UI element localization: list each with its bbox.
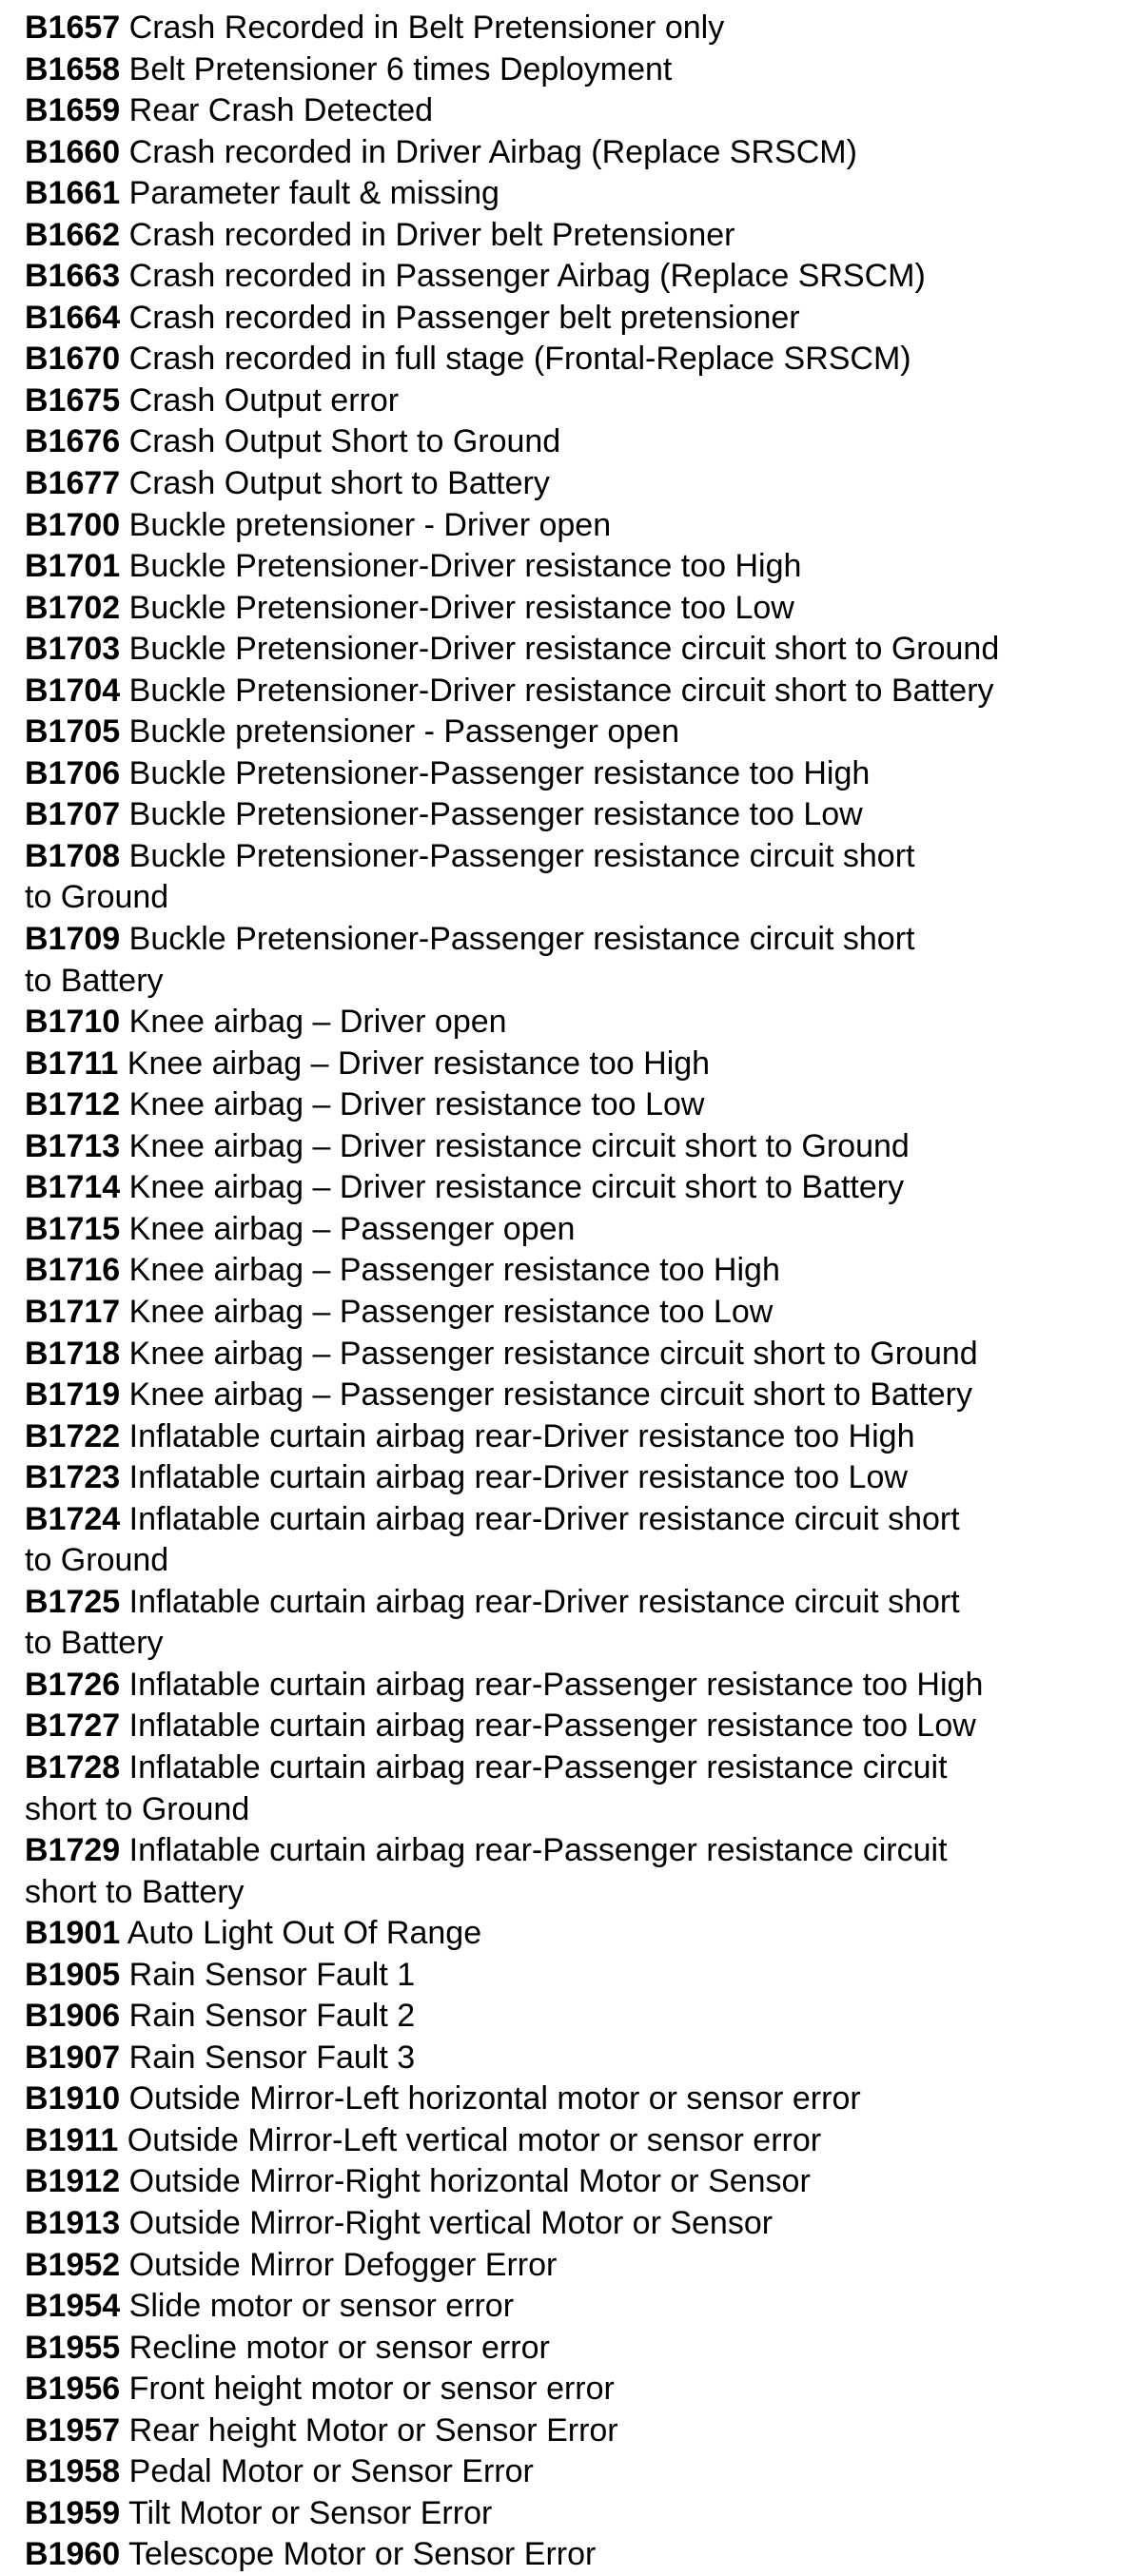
dtc-entry <box>25 546 1128 588</box>
dtc-description: Rear height Motor or Sensor Error <box>120 2411 618 2449</box>
dtc-description: Buckle Pretensioner-Passenger resistance circuit short <box>120 921 915 958</box>
dtc-code: B1657 <box>25 10 121 46</box>
dtc-entry <box>25 794 1128 836</box>
dtc-code: B1729 <box>25 1832 121 1869</box>
dtc-entry <box>25 298 1128 340</box>
dtc-code: B1954 <box>25 2288 121 2325</box>
dtc-code: B1663 <box>25 258 121 295</box>
dtc-entry <box>25 2451 1128 2493</box>
dtc-description: Inflatable curtain airbag rear-Driver resistance too Low <box>120 1459 908 1496</box>
dtc-description: Knee airbag – Driver resistance circuit short to Ground <box>120 1127 910 1164</box>
dtc-code: B1670 <box>25 341 121 378</box>
dtc-code: B1709 <box>25 921 121 958</box>
dtc-description: Parameter fault & missing <box>120 175 499 212</box>
dtc-code: B1704 <box>25 672 121 709</box>
dtc-description: Crash Output Short to Ground <box>120 423 561 460</box>
dtc-entry <box>25 1126 1128 1168</box>
dtc-description: to Battery <box>25 962 164 999</box>
dtc-entry <box>25 1706 1128 1747</box>
dtc-code: B1727 <box>25 1708 121 1745</box>
dtc-entry <box>25 505 1128 547</box>
dtc-entry <box>25 2534 1128 2576</box>
dtc-code: B1708 <box>25 837 121 874</box>
dtc-entry <box>25 2078 1128 2120</box>
dtc-code: B1703 <box>25 631 121 668</box>
dtc-entry <box>25 381 1128 422</box>
dtc-entry-continuation <box>25 877 1128 919</box>
dtc-entry <box>25 1996 1128 2038</box>
dtc-description: Knee airbag – Passenger resistance circuit short to Battery <box>120 1376 972 1414</box>
dtc-description: Belt Pretensioner 6 times Deployment <box>120 50 673 88</box>
dtc-description: Outside Mirror-Right horizontal Motor or Sensor <box>120 2163 811 2200</box>
dtc-description: to Battery <box>25 1625 164 1662</box>
dtc-code: B1707 <box>25 796 121 833</box>
dtc-description: Knee airbag – Passenger resistance too High <box>120 1252 780 1289</box>
dtc-code: B1700 <box>25 506 121 543</box>
dtc-entry <box>25 1334 1128 1376</box>
dtc-code: B1714 <box>25 1169 121 1206</box>
dtc-description: to Ground <box>25 1542 169 1579</box>
dtc-description: Inflatable curtain airbag rear-Driver resistance circuit short <box>120 1583 960 1620</box>
dtc-code: B1912 <box>25 2163 121 2200</box>
dtc-code: B1658 <box>25 50 121 88</box>
dtc-entry <box>25 256 1128 298</box>
dtc-code: B1719 <box>25 1376 121 1414</box>
dtc-entry <box>25 1292 1128 1334</box>
dtc-description: Inflatable curtain airbag rear-Driver resistance too High <box>120 1417 915 1454</box>
dtc-code: B1660 <box>25 133 121 170</box>
dtc-entry <box>25 1044 1128 1085</box>
dtc-entry <box>25 588 1128 630</box>
dtc-description: Buckle Pretensioner-Driver resistance too Low <box>120 589 794 626</box>
dtc-description: short to Battery <box>25 1873 245 1910</box>
dtc-code: B1722 <box>25 1417 121 1454</box>
dtc-code: B1701 <box>25 548 121 585</box>
dtc-description: Front height motor or sensor error <box>120 2371 615 2408</box>
dtc-code: B1702 <box>25 589 121 626</box>
dtc-code: B1959 <box>25 2494 121 2531</box>
dtc-entry <box>25 339 1128 381</box>
dtc-code: B1725 <box>25 1583 121 1620</box>
dtc-description: Outside Mirror-Left vertical motor or sensor error <box>118 2121 822 2158</box>
dtc-code: B1712 <box>25 1086 121 1123</box>
dtc-description: Rain Sensor Fault 1 <box>120 1956 416 1993</box>
dtc-entry <box>25 2245 1128 2287</box>
dtc-code: B1717 <box>25 1293 121 1330</box>
dtc-entry <box>25 919 1128 961</box>
dtc-description: Knee airbag – Passenger resistance too Low <box>120 1293 774 1330</box>
dtc-code: B1911 <box>25 2121 119 2158</box>
dtc-code: B1716 <box>25 1252 121 1289</box>
dtc-code: B1711 <box>25 1044 119 1082</box>
dtc-entry <box>25 1747 1128 1789</box>
dtc-entry-continuation <box>25 1789 1128 1831</box>
dtc-description: Outside Mirror-Left horizontal motor or sensor error <box>120 2080 861 2117</box>
dtc-code: B1664 <box>25 299 121 336</box>
dtc-code: B1723 <box>25 1459 121 1496</box>
dtc-entry <box>25 421 1128 463</box>
dtc-code: B1906 <box>25 1998 121 2035</box>
dtc-description: Buckle pretensioner - Passenger open <box>120 713 679 751</box>
dtc-entry <box>25 90 1128 132</box>
dtc-code: B1724 <box>25 1500 121 1537</box>
dtc-entry <box>25 1167 1128 1209</box>
dtc-code: B1958 <box>25 2453 121 2490</box>
dtc-description: Crash recorded in Driver Airbag (Replace SRSCM) <box>120 133 857 170</box>
dtc-entry <box>25 2410 1128 2452</box>
dtc-code: B1662 <box>25 216 121 253</box>
dtc-entry-continuation <box>25 961 1128 1003</box>
dtc-entry <box>25 1457 1128 1499</box>
dtc-code: B1659 <box>25 92 121 129</box>
dtc-description: Crash recorded in Driver belt Pretensioner <box>120 216 735 253</box>
dtc-description: Buckle pretensioner - Driver open <box>120 506 612 543</box>
dtc-code: B1907 <box>25 2039 121 2076</box>
dtc-description: Crash Output short to Battery <box>120 465 550 502</box>
dtc-code: B1955 <box>25 2329 121 2366</box>
dtc-description: Rear Crash Detected <box>120 92 434 129</box>
dtc-description: Buckle Pretensioner-Passenger resistance too High <box>120 754 871 791</box>
dtc-description: Telescope Motor or Sensor Error <box>120 2536 597 2573</box>
dtc-description: Crash recorded in Passenger Airbag (Replace SRSCM) <box>120 258 926 295</box>
dtc-code: B1713 <box>25 1127 121 1164</box>
dtc-entry <box>25 1499 1128 1541</box>
dtc-code: B1710 <box>25 1004 121 1041</box>
dtc-description: Auto Light Out Of Range <box>120 1915 482 1952</box>
dtc-entry <box>25 2038 1128 2079</box>
dtc-entry <box>25 2120 1128 2162</box>
dtc-description: Tilt Motor or Sensor Error <box>120 2494 493 2531</box>
dtc-description: Knee airbag – Driver resistance circuit short to Battery <box>120 1169 905 1206</box>
dtc-description: Inflatable curtain airbag rear-Passenger resistance circuit <box>120 1748 948 1786</box>
dtc-description: Crash recorded in full stage (Frontal-Replace SRSCM) <box>120 341 911 378</box>
dtc-entry <box>25 1913 1128 1955</box>
dtc-description: Pedal Motor or Sensor Error <box>120 2453 534 2490</box>
dtc-entry <box>25 1375 1128 1416</box>
dtc-code: B1956 <box>25 2371 121 2408</box>
dtc-description: Inflatable curtain airbag rear-Driver resistance circuit short <box>120 1500 960 1537</box>
dtc-code: B1728 <box>25 1748 121 1786</box>
dtc-entry <box>25 1002 1128 1044</box>
dtc-description: Inflatable curtain airbag rear-Passenger resistance circuit <box>120 1832 948 1869</box>
dtc-description: Slide motor or sensor error <box>120 2288 515 2325</box>
dtc-code: B1957 <box>25 2411 121 2449</box>
dtc-description: Rain Sensor Fault 3 <box>120 2039 416 2076</box>
dtc-entry <box>25 712 1128 753</box>
dtc-description: Knee airbag – Driver open <box>120 1004 507 1041</box>
dtc-code: B1718 <box>25 1335 121 1372</box>
dtc-code-list <box>25 8 1128 2576</box>
dtc-code: B1726 <box>25 1666 121 1703</box>
dtc-entry <box>25 1416 1128 1458</box>
dtc-code: B1910 <box>25 2080 121 2117</box>
dtc-entry <box>25 836 1128 878</box>
dtc-description: short to Ground <box>25 1790 250 1827</box>
dtc-code: B1676 <box>25 423 121 460</box>
dtc-entry <box>25 1830 1128 1872</box>
dtc-description: Buckle Pretensioner-Driver resistance too High <box>120 548 802 585</box>
dtc-entry <box>25 8 1128 49</box>
dtc-entry <box>25 2286 1128 2328</box>
dtc-description: Knee airbag – Passenger resistance circuit short to Ground <box>120 1335 978 1372</box>
dtc-code: B1960 <box>25 2536 121 2573</box>
dtc-entry <box>25 2328 1128 2370</box>
dtc-entry <box>25 463 1128 505</box>
dtc-code: B1675 <box>25 381 121 419</box>
dtc-description: Outside Mirror-Right vertical Motor or Sensor <box>120 2204 774 2241</box>
dtc-entry <box>25 1955 1128 1997</box>
dtc-entry <box>25 49 1128 91</box>
dtc-description: Crash Output error <box>120 381 400 419</box>
dtc-entry <box>25 1665 1128 1707</box>
dtc-entry-continuation <box>25 1872 1128 1914</box>
dtc-description: Knee airbag – Passenger open <box>120 1210 576 1247</box>
dtc-entry <box>25 132 1128 174</box>
dtc-entry <box>25 2369 1128 2410</box>
dtc-entry <box>25 215 1128 257</box>
dtc-description: Outside Mirror Defogger Error <box>120 2246 558 2283</box>
dtc-entry <box>25 1582 1128 1624</box>
dtc-entry <box>25 1084 1128 1126</box>
dtc-entry <box>25 2203 1128 2245</box>
dtc-description: Crash recorded in Passenger belt pretensioner <box>120 299 800 336</box>
dtc-entry-continuation <box>25 1540 1128 1582</box>
dtc-code: B1952 <box>25 2246 121 2283</box>
dtc-code: B1677 <box>25 465 121 502</box>
dtc-description: Rain Sensor Fault 2 <box>120 1998 416 2035</box>
dtc-entry <box>25 671 1128 712</box>
dtc-code: B1706 <box>25 754 121 791</box>
dtc-code: B1705 <box>25 713 121 751</box>
dtc-entry <box>25 1250 1128 1292</box>
dtc-description: to Ground <box>25 879 169 916</box>
dtc-entry <box>25 753 1128 795</box>
dtc-entry <box>25 2493 1128 2535</box>
dtc-description: Inflatable curtain airbag rear-Passenger resistance too High <box>120 1666 984 1703</box>
dtc-entry-continuation <box>25 1623 1128 1665</box>
dtc-code: B1901 <box>25 1915 121 1952</box>
dtc-code: B1661 <box>25 175 121 212</box>
dtc-description: Knee airbag – Driver resistance too High <box>118 1044 711 1082</box>
dtc-description: Knee airbag – Driver resistance too Low <box>120 1086 705 1123</box>
dtc-description: Buckle Pretensioner-Driver resistance circuit short to Battery <box>120 672 994 709</box>
dtc-description: Buckle Pretensioner-Passenger resistance circuit short <box>120 837 915 874</box>
dtc-description: Recline motor or sensor error <box>120 2329 550 2366</box>
dtc-description: Buckle Pretensioner-Passenger resistance too Low <box>120 796 863 833</box>
dtc-entry <box>25 629 1128 671</box>
dtc-entry <box>25 173 1128 215</box>
dtc-code: B1905 <box>25 1956 121 1993</box>
dtc-code: B1913 <box>25 2204 121 2241</box>
dtc-code: B1715 <box>25 1210 121 1247</box>
dtc-entry <box>25 2161 1128 2203</box>
dtc-description: Buckle Pretensioner-Driver resistance circuit short to Ground <box>120 631 1000 668</box>
dtc-description: Inflatable curtain airbag rear-Passenger resistance too Low <box>120 1708 976 1745</box>
dtc-entry <box>25 1209 1128 1251</box>
dtc-description: Crash Recorded in Belt Pretensioner only <box>120 10 725 46</box>
